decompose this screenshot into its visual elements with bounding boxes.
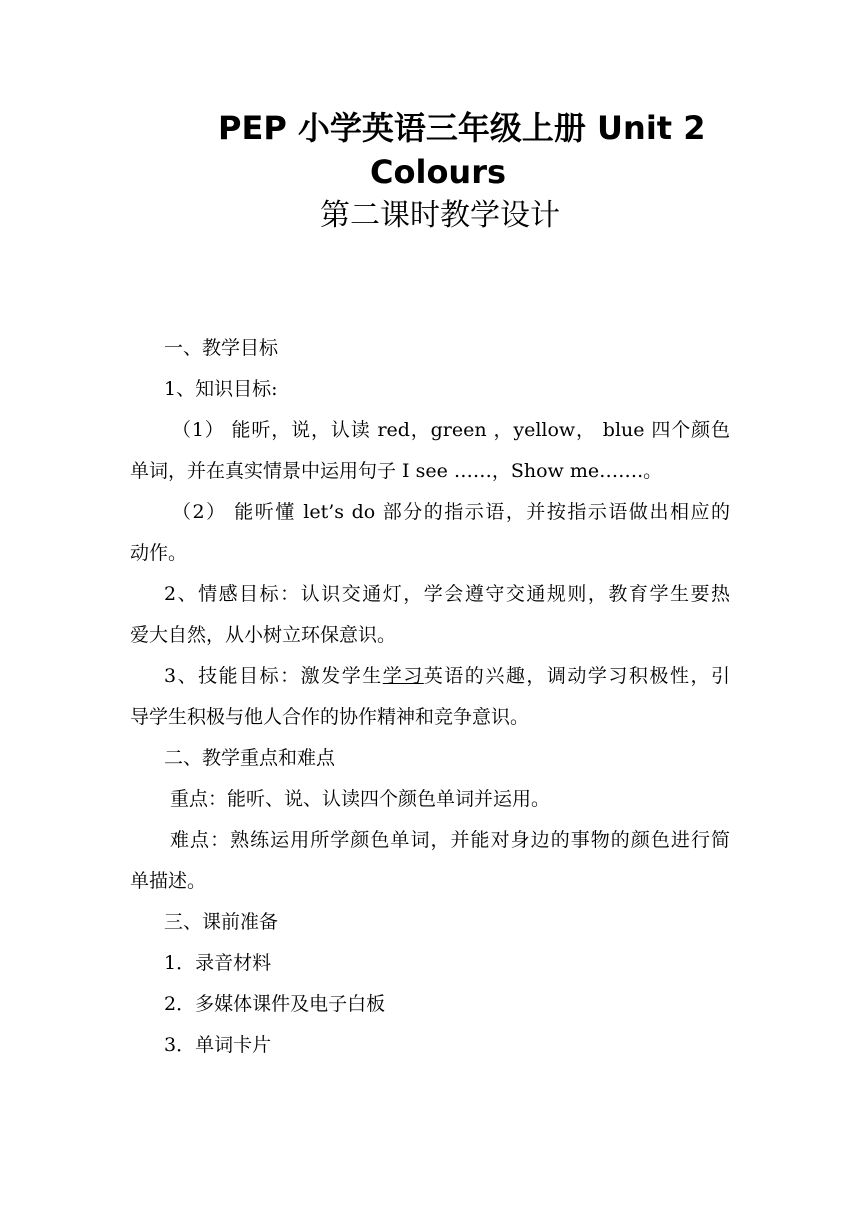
title-line-1: PEP 小学英语三年级上册 Unit 2: [218, 109, 706, 147]
section-3-heading: 三、课前准备: [164, 911, 279, 933]
knowledge-goal-2-line-2: 动作。: [130, 542, 188, 564]
section-1-heading: 一、教学目标: [164, 337, 279, 359]
difficult-point-line-2: 单描述。: [130, 870, 207, 892]
knowledge-goal-heading: 1、知识目标:: [164, 378, 278, 400]
prep-item-2: 2．多媒体课件及电子白板: [164, 993, 386, 1015]
section-2-heading: 二、教学重点和难点: [164, 747, 336, 769]
key-point: 重点：能听、说、认读四个颜色单词并运用。: [170, 788, 551, 810]
prep-item-3: 3．单词卡片: [164, 1034, 272, 1056]
knowledge-goal-2-line-1: （2） 能听懂 let’s do 部分的指示语，并按指示语做出相应的: [172, 501, 730, 523]
title-line-2: Colours: [370, 153, 507, 191]
skill-goal-prefix: 3、技能目标：激发学生: [164, 665, 383, 687]
difficult-point-line-1: 难点：熟练运用所学颜色单词，并能对身边的事物的颜色进行简: [170, 829, 730, 851]
emotion-goal-line-2: 爱大自然，从小树立环保意识。: [130, 624, 397, 646]
skill-goal-underlined: 学习: [382, 665, 424, 687]
skill-goal-line-1: [130, 656, 730, 697]
prep-item-1: 1．录音材料: [164, 952, 272, 974]
knowledge-goal-1-line-2: 单词，并在真实情景中运用句子 I see ……，Show me…….。: [130, 460, 663, 482]
emotion-goal-line-1: 2、情感目标：认识交通灯，学会遵守交通规则，教育学生要热: [164, 583, 730, 605]
skill-goal-line-2: 导学生积极与他人合作的协作精神和竞争意识。: [130, 706, 530, 728]
title-line-3: 第二课时教学设计: [320, 198, 560, 233]
skill-goal-suffix: 英语的兴趣，调动学习积极性，引: [423, 665, 730, 687]
knowledge-goal-1-line-1: （1） 能听，说，认读 red，green ，yellow， blue 四个颜色: [172, 419, 730, 441]
document-body: [130, 328, 730, 1066]
